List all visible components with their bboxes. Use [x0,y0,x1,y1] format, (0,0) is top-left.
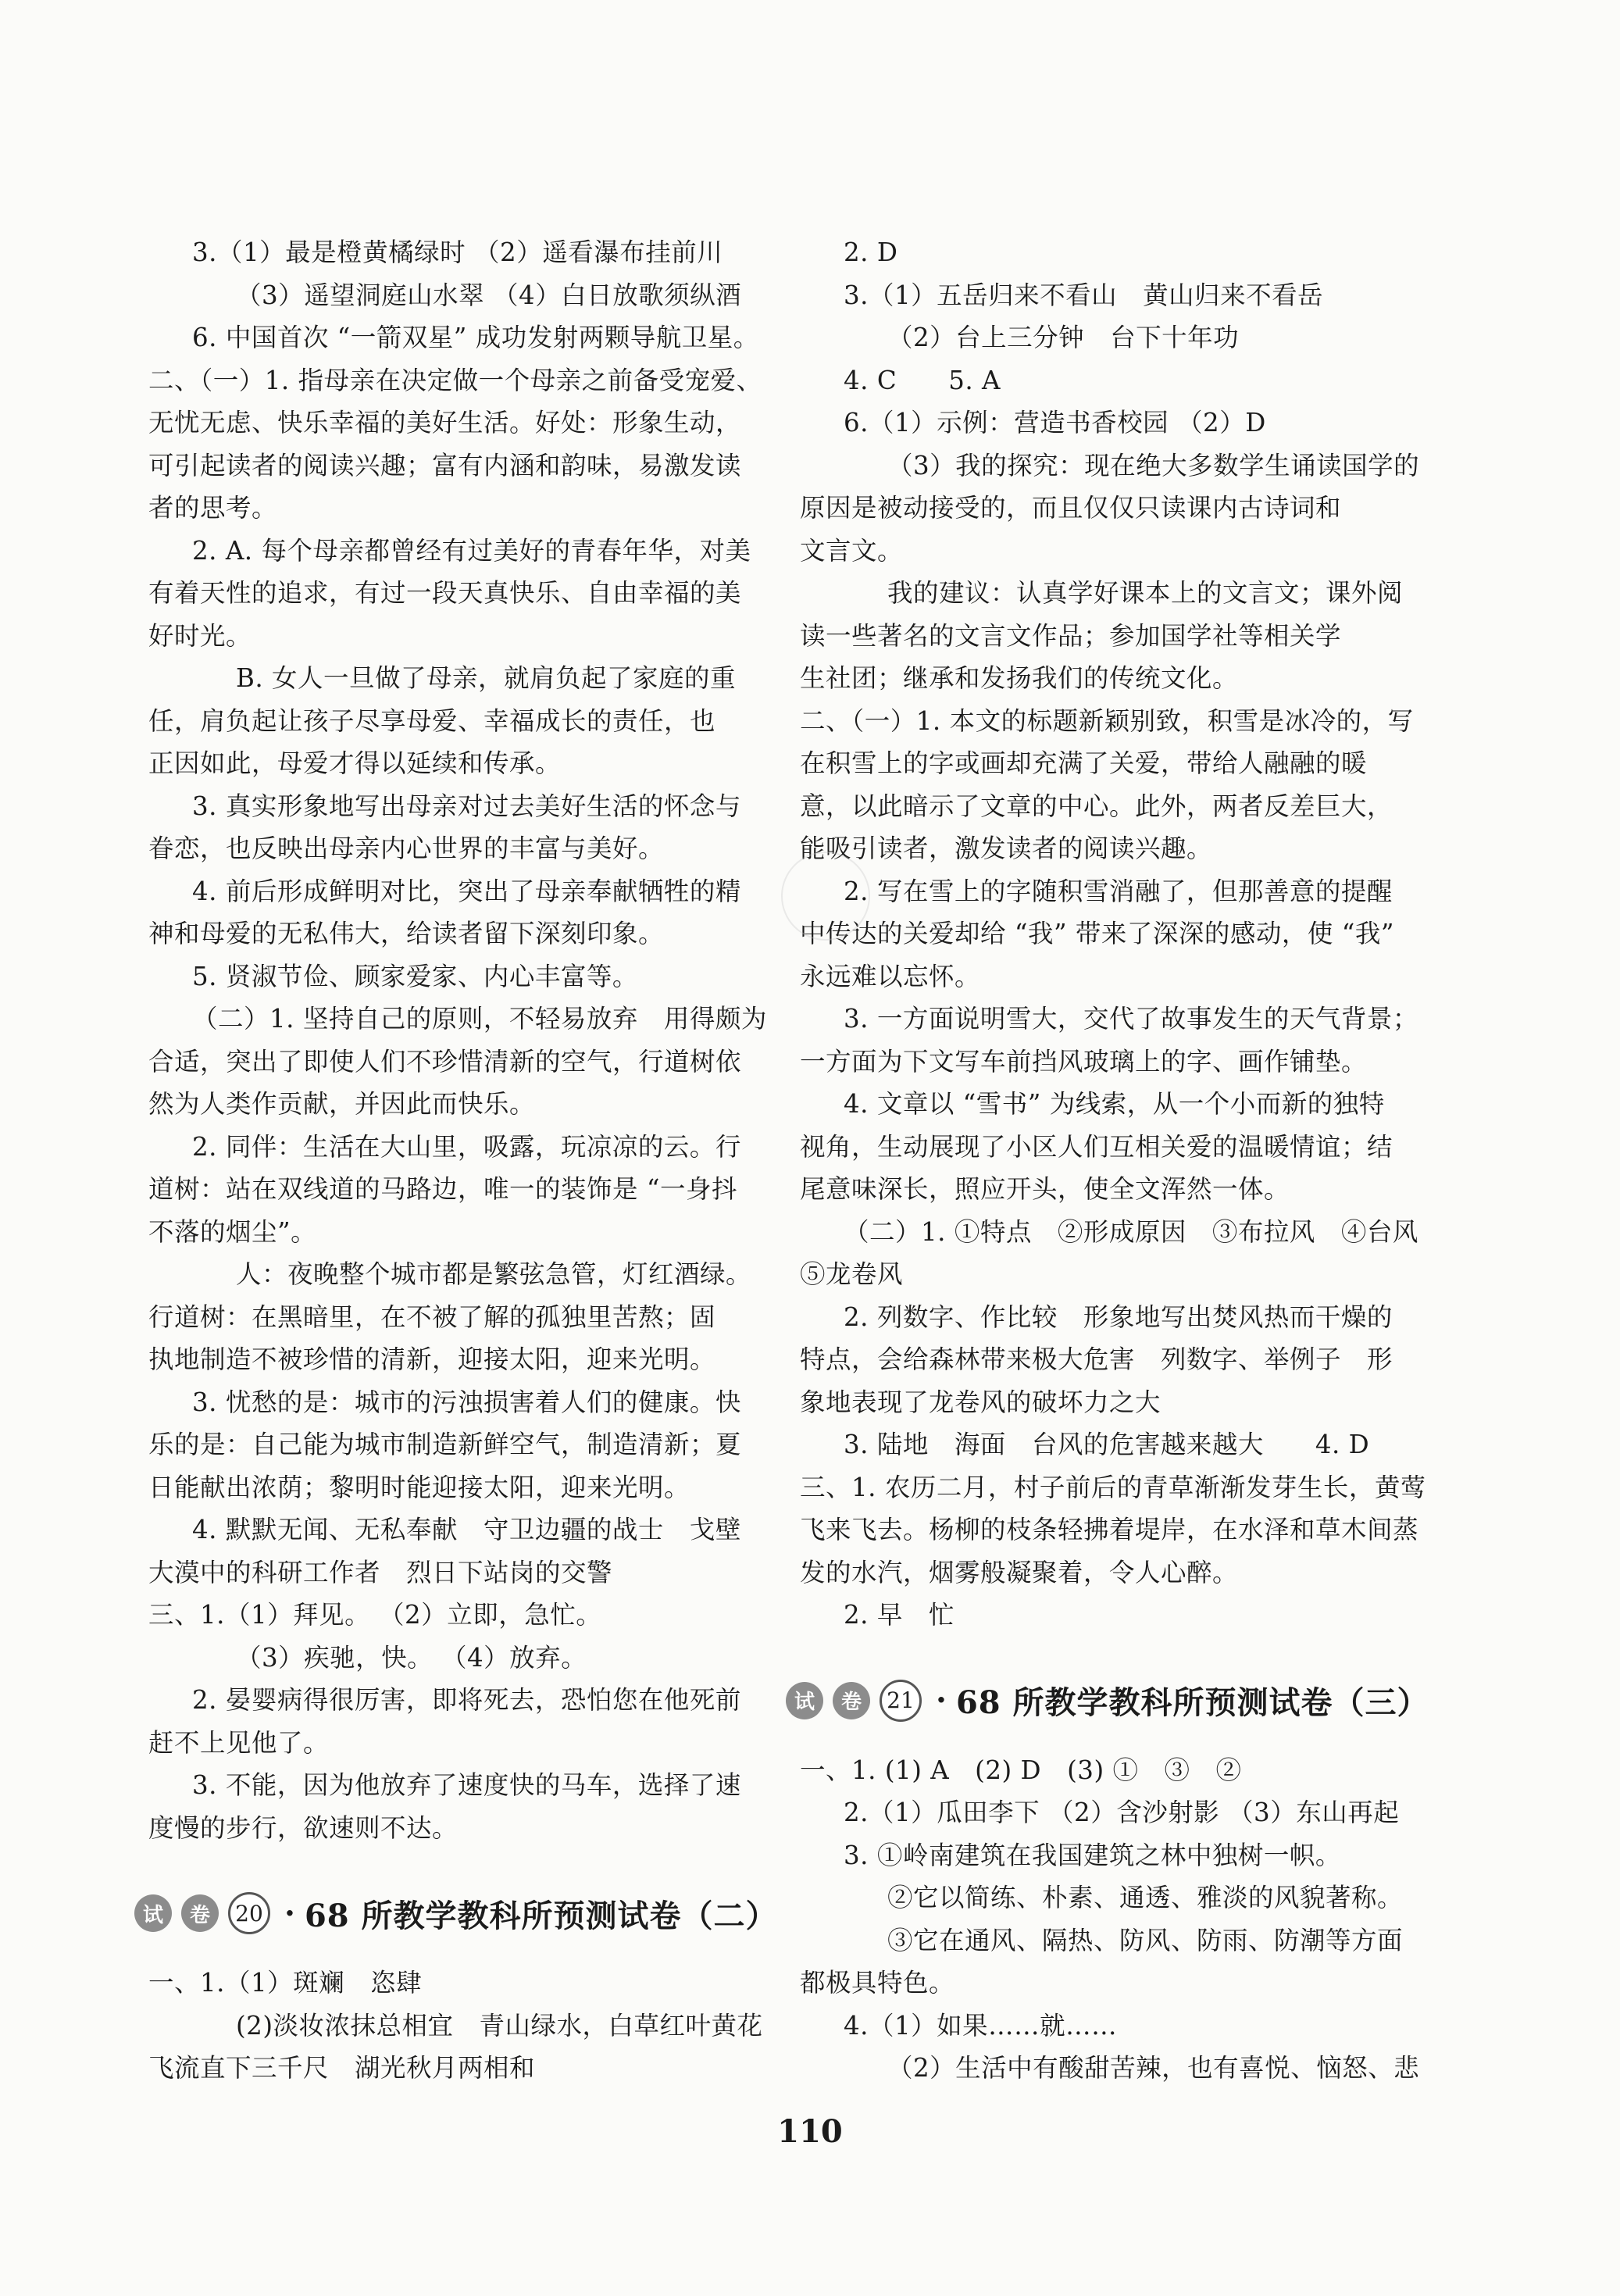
answer-line: 2.（1）瓜田李下 （2）含沙射影 （3）东山再起 [844,1798,1400,1827]
answer-line: 2. 写在雪上的字随积雪消融了，但那善意的提醒 [844,876,1393,906]
answer-line: 在积雪上的字或画却充满了关爱，带给人融融的暖 [800,748,1368,778]
answer-line: 三、1.（1）拜见。 （2）立即，急忙。 [148,1600,602,1630]
answer-line: 眷恋，也反映出母亲内心世界的丰富与美好。 [148,834,665,863]
answer-line: 正因如此，母爱才得以延续和传承。 [148,748,562,778]
answer-line: 2. D [844,237,898,267]
answer-line: 者的思考。 [148,493,278,523]
answer-line: 赶不上见他了。 [148,1727,330,1758]
answer-line: 度慢的步行，欲速则不达。 [148,1812,459,1843]
answer-line: 原因是被动接受的，而且仅仅只读课内古诗词和 [800,493,1342,523]
answer-line: 中传达的关爱却给 “我” 带来了深深的感动，使 “我” [800,919,1394,948]
right-after-lines [800,1749,1472,2090]
answer-line: 视角，生动展现了小区人们互相关爱的温暖情谊；结 [800,1131,1393,1162]
answer-line: 执地制造不被珍惜的清新，迎接太阳，迎来光明。 [148,1344,716,1374]
answer-line: 我的建议：认真学好课本上的文言文；课外阅 [887,578,1404,608]
answer-line: 3. 真实形象地写出母亲对过去美好生活的怀念与 [192,791,741,821]
answer-line: 2. 晏婴病得很厉害，即将死去，恐怕您在他死前 [192,1685,741,1715]
left-column [142,231,820,2090]
answer-line: 一方面为下文写车前挡风玻璃上的字、画作铺垫。 [800,1046,1368,1077]
answer-line: 3. 不能，因为他放弃了速度快的马车，选择了速 [192,1770,741,1800]
section-title: 68 所教学教科所预测试卷（二） [304,1897,778,1934]
answer-line: 三、1. 农历二月，村子前后的青草渐渐发芽生长，黄莺 [800,1472,1426,1502]
answer-line: 3. ①岭南建筑在我国建筑之林中独树一帜。 [844,1840,1341,1870]
answer-line: 2. 同伴：生活在大山里，吸露，玩凉凉的云。行 [192,1131,741,1162]
answer-line: 6.（1）示例：营造书香校园 （2）D [844,408,1266,437]
badge-juan: 卷 [833,1682,870,1719]
answer-line: 合适，突出了即使人们不珍惜清新的空气，行道树依 [148,1046,742,1077]
answer-line: 乐的是：自己能为城市制造新鲜空气，制造清新；夏 [148,1430,742,1459]
answer-line: 文言文。 [800,535,904,566]
answer-line: 5. 贤淑节俭、顾家爱家、内心丰富等。 [192,961,638,991]
answer-line: （3）遥望洞庭山水翠 （4）白日放歌须纵酒 [236,280,742,310]
badge-number: 20 [228,1892,270,1934]
answer-line: 日能献出浓荫；黎明时能迎接太阳，迎来光明。 [148,1472,690,1502]
answer-line: 2. 早 忙 [844,1600,955,1630]
answer-line: 都极具特色。 [800,1968,955,1998]
answer-line: 3.（1）五岳归来不看山 黄山归来不看岳 [844,280,1324,310]
separator-dot: · [284,1894,295,1932]
answer-line: 飞流直下三千尺 湖光秋月两相和 [148,2053,536,2083]
left-after-lines [148,1962,820,2090]
answer-line: 大漠中的科研工作者 烈日下站岗的交警 [148,1557,613,1587]
answer-line: 能吸引读者，激发读者的阅读兴趣。 [800,834,1213,863]
answer-line: （3）疾驰，快。 （4）放弃。 [236,1642,587,1673]
answer-line: 行道树：在黑暗里，在不被了解的孤独里苦熬；固 [148,1302,716,1332]
answer-line: 飞来飞去。杨柳的枝条轻拂着堤岸，在水泽和草木间蒸 [800,1515,1419,1544]
answer-line: 二、（一）1. 本文的标题新颖别致，积雪是冰冷的，写 [800,705,1414,736]
answer-line: （2）台上三分钟 台下十年功 [887,323,1240,352]
answer-line: 4. 前后形成鲜明对比，突出了母亲奉献牺牲的精 [192,876,741,906]
answer-line: 2. 列数字、作比较 形象地写出焚风热而干燥的 [844,1302,1393,1332]
answer-line: 2. A. 每个母亲都曾经有过美好的青春年华，对美 [192,535,751,566]
separator-dot: · [936,1682,947,1719]
right-column [794,231,1472,2090]
answer-line: 象地表现了龙卷风的破坏力之大 [800,1387,1161,1417]
answer-line: 意，以此暗示了文章的中心。此外，两者反差巨大， [800,791,1393,821]
section-header-21 [786,1663,1472,1738]
answer-line: 永远难以忘怀。 [800,961,981,991]
answer-line: 读一些著名的文言文作品；参加国学社等相关学 [800,620,1342,651]
answer-line: 可引起读者的阅读兴趣；富有内涵和韵味，易激发读 [148,450,742,480]
answer-line: ②它以简练、朴素、通透、雅淡的风貌著称。 [887,1883,1404,1912]
badge-shi: 试 [134,1894,172,1932]
answer-line: 3. 一方面说明雪大，交代了故事发生的天气背景； [844,1004,1418,1034]
answer-line: 发的水汽，烟雾般凝聚着，令人心醉。 [800,1557,1239,1587]
answer-line: 4.（1）如果……就…… [844,2010,1118,2041]
answer-line: 神和母爱的无私伟大，给读者留下深刻印象。 [148,919,665,948]
answer-line: 3.（1）最是橙黄橘绿时 （2）遥看瀑布挂前川 [192,237,723,267]
answer-line: （3）我的探究：现在绝大多数学生诵读国学的 [887,450,1420,480]
answer-line: 3. 陆地 海面 台风的危害越来越大 4. D [844,1430,1370,1459]
left-answer-lines [148,231,820,1849]
faint-stamp-watermark [781,852,870,941]
badge-number: 21 [880,1680,922,1722]
answer-line: ⑤龙卷风 [800,1259,904,1289]
answer-line: 人：夜晚整个城市都是繁弦急管，灯红酒绿。 [236,1259,752,1289]
answer-line: 4. 默默无闻、无私奉献 守卫边疆的战士 戈壁 [192,1515,741,1544]
answer-line: 好时光。 [148,620,252,651]
answer-line: 3. 忧愁的是：城市的污浊损害着人们的健康。快 [192,1387,741,1417]
answer-line: 无忧无虑、快乐幸福的美好生活。好处：形象生动， [148,408,742,437]
answer-line: 生社团；继承和发扬我们的传统文化。 [800,663,1239,693]
answer-line: 一、1.（1）斑斓 恣肆 [148,1968,423,1998]
answer-line: 一、1. (1) A (2) D (3) ① ③ ② [800,1755,1242,1785]
answer-line: （二）1. ①特点 ②形成原因 ③布拉风 ④台风 [844,1216,1418,1247]
answer-line: 不落的烟尘”。 [148,1216,317,1247]
answer-line: (2)淡妆浓抹总相宜 青山绿水，白草红叶黄花 [236,2010,763,2041]
answer-line: 尾意味深长，照应开头，使全文浑然一体。 [800,1174,1290,1204]
answer-line: 有着天性的追求，有过一段天真快乐、自由幸福的美 [148,578,742,608]
answer-line: 特点，会给森林带来极大危害 列数字、举例子 形 [800,1344,1393,1374]
answer-line: （二）1. 坚持自己的原则，不轻易放弃 用得颇为 [192,1004,767,1034]
answer-line: 4. 文章以 “雪书” 为线索，从一个小而新的独特 [844,1089,1385,1119]
answer-line: 任，肩负起让孩子尽享母爱、幸福成长的责任，也 [148,705,716,736]
badge-shi: 试 [786,1682,823,1719]
answer-line: B. 女人一旦做了母亲，就肩负起了家庭的重 [236,663,737,693]
answer-line: 二、（一）1. 指母亲在决定做一个母亲之前备受宠爱、 [148,365,762,395]
answer-line: 然为人类作贡献，并因此而快乐。 [148,1089,536,1119]
section-header-20 [134,1876,820,1951]
answer-line: ③它在通风、隔热、防风、防雨、防潮等方面 [887,1925,1404,1955]
page-number: 110 [777,2113,843,2150]
badge-juan: 卷 [181,1894,219,1932]
answer-line: （2）生活中有酸甜苦辣，也有喜悦、恼怒、悲 [887,2053,1420,2083]
answer-line: 4. C 5. A [844,365,1001,395]
right-answer-lines [800,231,1472,1637]
section-title: 68 所教学教科所预测试卷（三） [955,1684,1429,1721]
answer-line: 道树：站在双线道的马路边，唯一的装饰是 “一身抖 [148,1174,737,1204]
answer-line: 6. 中国首次 “一箭双星” 成功发射两颗导航卫星。 [192,323,759,352]
